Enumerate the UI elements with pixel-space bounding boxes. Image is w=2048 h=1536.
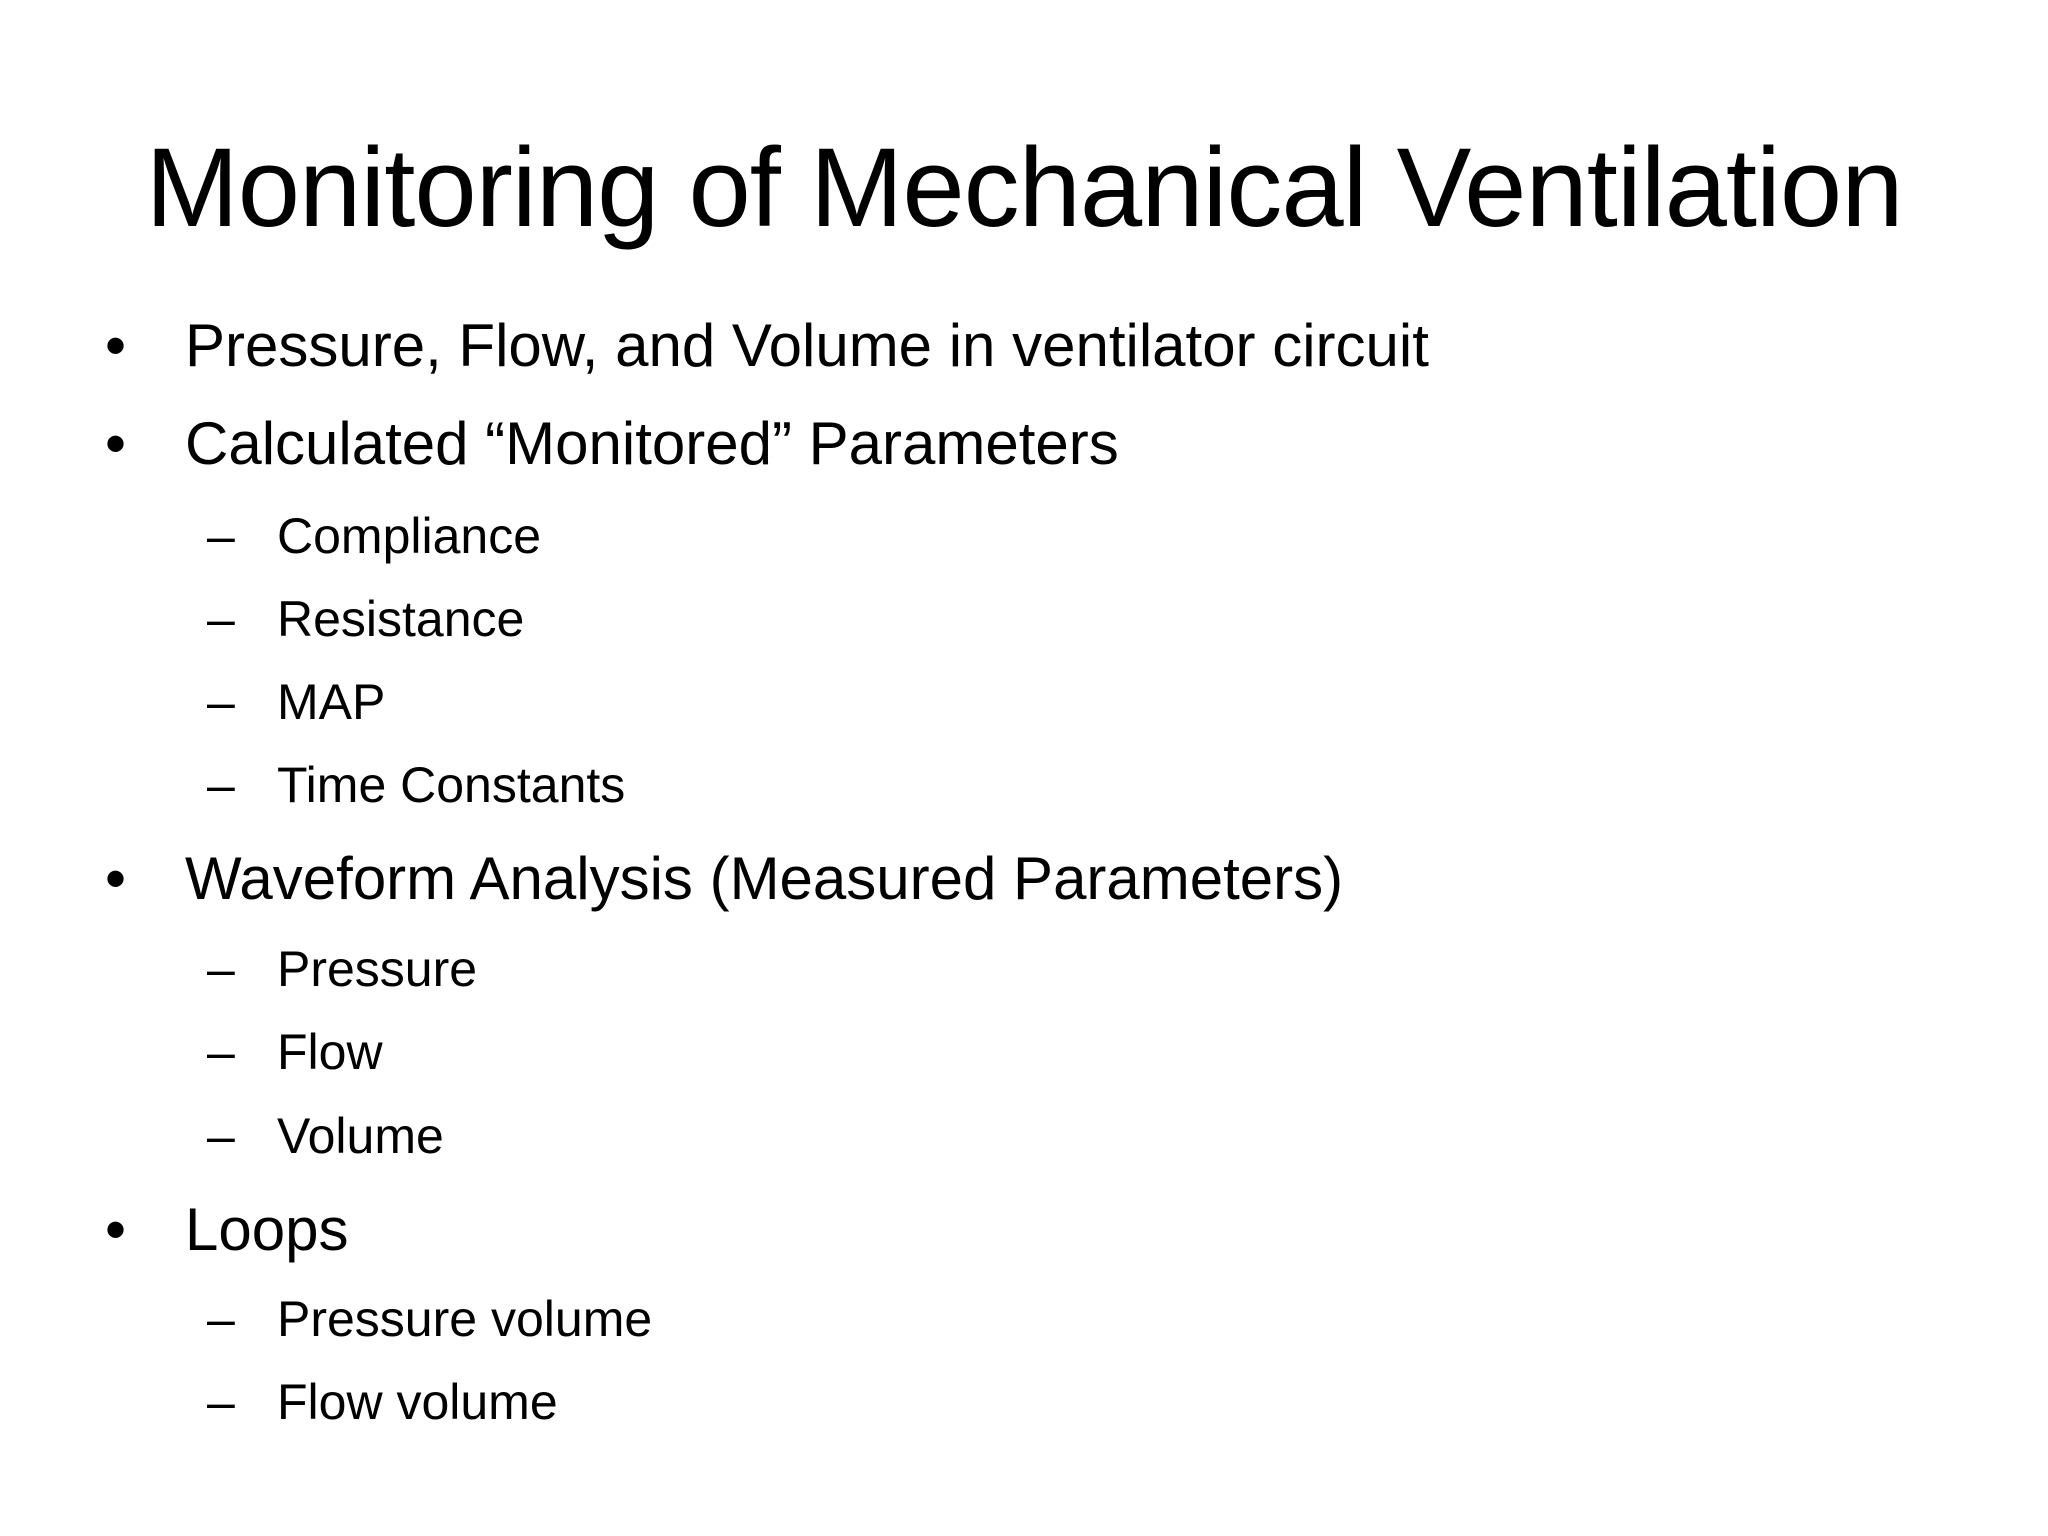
bullet-marker: • bbox=[105, 410, 127, 477]
sub-list-item-text: Compliance bbox=[277, 508, 542, 564]
slide-title: Monitoring of Mechanical Ventilation bbox=[145, 125, 1903, 250]
list-item-text: Pressure, Flow, and Volume in ventilator circuit bbox=[185, 312, 1429, 379]
sub-list-item-text: Flow bbox=[277, 1024, 383, 1080]
bullet-marker: • bbox=[105, 312, 127, 379]
sub-list-item-text: Volume bbox=[277, 1108, 444, 1164]
dash-marker: – bbox=[207, 757, 235, 813]
dash-marker: – bbox=[207, 1024, 235, 1080]
dash-marker: – bbox=[207, 674, 235, 730]
dash-marker: – bbox=[207, 1108, 235, 1164]
list-item-text: Waveform Analysis (Measured Parameters) bbox=[185, 845, 1344, 912]
list-item-text: Loops bbox=[185, 1196, 349, 1263]
dash-marker: – bbox=[207, 1374, 235, 1430]
sub-list-item-text: Flow volume bbox=[277, 1374, 558, 1430]
dash-marker: – bbox=[207, 508, 235, 564]
dash-marker: – bbox=[207, 591, 235, 647]
bullet-marker: • bbox=[105, 845, 127, 912]
sub-list-item-text: Resistance bbox=[277, 591, 525, 647]
bullet-marker: • bbox=[105, 1196, 127, 1263]
dash-marker: – bbox=[207, 1291, 235, 1347]
sub-list-item-text: Pressure volume bbox=[277, 1291, 653, 1347]
dash-marker: – bbox=[207, 941, 235, 997]
sub-list-item-text: Pressure bbox=[277, 941, 478, 997]
list-item-text: Calculated “Monitored” Parameters bbox=[185, 410, 1119, 477]
sub-list-item-text: Time Constants bbox=[277, 757, 626, 813]
sub-list-item-text: MAP bbox=[277, 674, 386, 730]
